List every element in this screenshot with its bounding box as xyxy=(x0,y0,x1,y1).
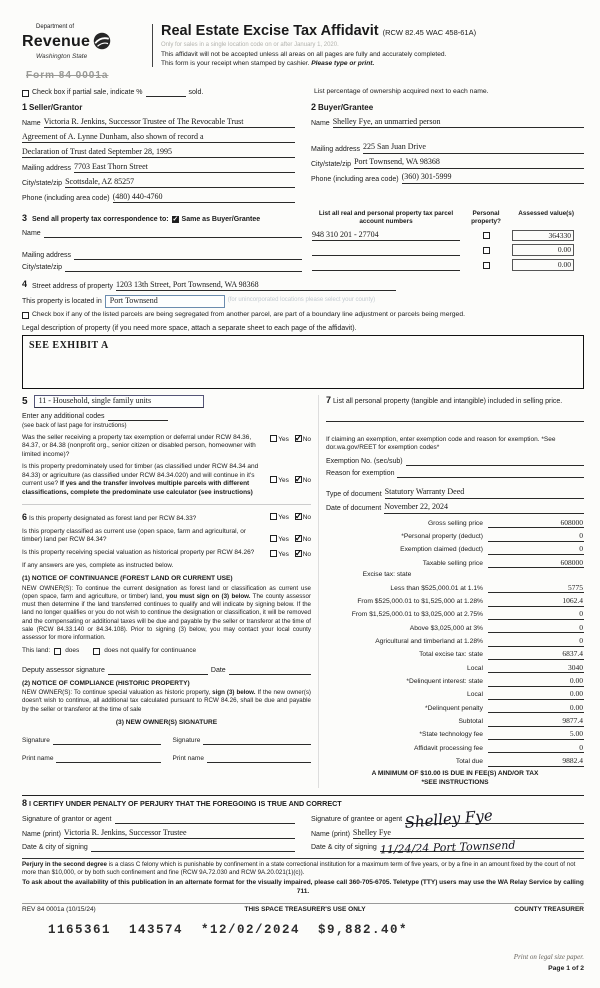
segregated-checkbox[interactable] xyxy=(22,312,29,319)
tax-line-agricultural: Agricultural and timberland at 1.28% 0 xyxy=(375,635,583,645)
parcel-number-field[interactable]: 948 310 201 - 27704 xyxy=(312,230,460,241)
buyer-mailing-label: Mailing address xyxy=(311,145,361,153)
seller-phone-field[interactable]: (480) 440-4760 xyxy=(113,192,295,203)
tax-line-tier-3: From $1,525,000.01 to $3,025,000 at 2.75% 0 xyxy=(351,609,583,619)
section-seller-grantor xyxy=(22,102,295,203)
seller-city-label: City/state/zip xyxy=(22,179,63,187)
buyer-city-label: City/state/zip xyxy=(311,160,352,168)
location-code-select[interactable]: Port Townsend xyxy=(105,295,225,308)
grantee-name-label: Name (print) xyxy=(311,830,350,838)
additional-codes-hint: (see back of last page for instructions) xyxy=(22,421,127,429)
washington-state-label: Washington State xyxy=(36,52,88,60)
parcel-row-1 xyxy=(312,230,584,242)
dor-logo-block xyxy=(22,22,150,61)
buyer-phone-label: Phone (including area code) xyxy=(311,175,399,183)
parcel-col-header: List all real and personal property tax parcel account numbers xyxy=(318,209,454,226)
partial-sale-checkbox[interactable] xyxy=(22,90,29,97)
s6-q3-no-checkbox[interactable] xyxy=(295,550,302,557)
section-buyer-grantee xyxy=(311,102,584,203)
seller-name-field-line3[interactable]: Declaration of Trust dated September 28, 1995 xyxy=(22,147,295,158)
ownership-percentage-note: List percentage of ownership acquired next to each name. xyxy=(314,88,489,96)
land-qualify-row xyxy=(22,647,311,655)
tax-line-tier-4: Above $3,025,000 at 3% 0 xyxy=(409,622,583,632)
does-qualify-checkbox[interactable] xyxy=(54,648,61,655)
tax-heading-excise-state: Excise tax: state xyxy=(362,571,412,579)
street-address-field[interactable]: 1203 13th Street, Port Townsend, WA 98368 xyxy=(116,280,396,291)
new-owner-printname-field-2[interactable] xyxy=(207,754,311,763)
exemption-no-label: Exemption No. (sec/sub) xyxy=(326,457,403,465)
correspondence-label: Send all property tax correspondence to: xyxy=(32,215,169,223)
buyer-title: Buyer/Grantee xyxy=(318,102,374,112)
new-owner-printname-field-1[interactable] xyxy=(56,754,160,763)
grantee-date-label: Date & city of signing xyxy=(311,843,377,851)
dept-of-label: Department of xyxy=(36,24,75,30)
corr-mailing-label: Mailing address xyxy=(22,251,72,259)
section-7-number: 7 xyxy=(326,394,332,405)
new-owners-signature-title: (3) NEW OWNER(S) SIGNATURE xyxy=(115,718,218,726)
seller-mailing-label: Mailing address xyxy=(22,165,72,173)
s6-q2-no-checkbox[interactable] xyxy=(295,535,302,542)
tax-line-affidavit-processing-fee: Affidavit processing fee 0 xyxy=(413,742,583,752)
grantor-printed-name-field[interactable]: Victoria R. Jenkins, Successor Trustee xyxy=(64,828,295,839)
seller-mailing-field[interactable]: 7703 East Thorn Street xyxy=(74,162,295,173)
certification-title: I CERTIFY UNDER PENALTY OF PERJURY THAT THE FOREGOING IS TRUE AND CORRECT xyxy=(29,798,342,808)
section-certification xyxy=(22,795,584,856)
tax-line-tier-2: From $525,000.01 to $1,525,000 at 1.28% 1062.4 xyxy=(357,595,583,605)
tax-line-delinquent-interest-local: Local 0.00 xyxy=(467,689,583,699)
does-not-qualify-checkbox[interactable] xyxy=(93,648,100,655)
deputy-assessor-signature-field[interactable] xyxy=(108,666,208,675)
new-owner-signature-field-1[interactable] xyxy=(53,736,161,745)
s6-q1-yes-checkbox[interactable] xyxy=(270,513,277,520)
deputy-date-field[interactable] xyxy=(229,666,311,675)
grantor-signature-label: Signature of grantor or agent xyxy=(22,816,112,824)
grantee-date-field[interactable] xyxy=(379,838,584,856)
additional-codes-field[interactable] xyxy=(108,412,168,421)
county-treasurer-label: COUNTY TREASURER xyxy=(514,905,584,913)
section-6-number: 6 xyxy=(22,511,28,522)
partial-percent-field[interactable] xyxy=(146,88,186,97)
grantor-name-label: Name (print) xyxy=(22,830,61,838)
does-label: does xyxy=(65,647,80,655)
receipt-note: This form is your receipt when stamped by cashier. Please type or print. xyxy=(161,60,375,68)
tax-line-exemption-claimed: Exemption claimed (deduct) 0 xyxy=(400,544,583,554)
this-land-label: This land: xyxy=(22,647,51,655)
grantee-printed-name-field[interactable]: Shelley Fye xyxy=(353,828,584,839)
buyer-mailing-field[interactable]: 225 San Juan Drive xyxy=(363,142,584,153)
seller-name-label: Name xyxy=(22,120,41,128)
personal-property-checkbox-3[interactable] xyxy=(483,262,490,269)
notice-continuance-title: (1) NOTICE OF CONTINUANCE (FOREST LAND OR CURRENT USE) xyxy=(22,575,233,583)
section-1-number: 1 xyxy=(22,101,28,112)
parcel-number-field-2[interactable] xyxy=(312,247,460,256)
seller-name-field[interactable]: Victoria R. Jenkins, Successor Trustee of The Revocable Trust xyxy=(44,117,295,128)
corr-name-label: Name xyxy=(22,229,41,237)
grantee-signature-label: Signature of grantee or agent xyxy=(311,816,403,824)
legal-description-label: Legal description of property (if you need more space, attach a separate sheet to each page of the affidavit). xyxy=(22,324,357,332)
tax-line-gross-selling-price: Gross selling price 608000 xyxy=(427,517,583,527)
partial-sale-row xyxy=(22,88,584,97)
personal-property-intro: 7 List all personal property (tangible and intangible) included in selling price. xyxy=(326,394,563,405)
type-of-document-label: Type of document xyxy=(326,490,382,498)
seller-title: Seller/Grantor xyxy=(29,102,83,112)
perjury-notice: Perjury in the second degree is a class C felony which is punishable by confinement in a state correctional institution for a maximum term of five years, or by a fine in an amount fixed by the court of not more than $10,000, or by both such confinement and fine (RCW 9A.72.030 and RCW 9A.20.021(1)(c)). xyxy=(22,858,584,878)
sales-date-note: Only for sales in a single location code on or after January 1, 2020. xyxy=(161,41,339,48)
seller-name-field-line2[interactable]: Agreement of A. Lynne Dunham, also shown of record a xyxy=(22,132,295,143)
personal-property-checkbox-1[interactable] xyxy=(483,232,490,239)
buyer-name-field[interactable]: Shelley Fye, an unmarried person xyxy=(333,117,584,128)
s5-q1-no-checkbox[interactable] xyxy=(295,435,302,442)
located-in-label: This property is located in xyxy=(22,297,102,305)
new-owner-signature-field-2[interactable] xyxy=(203,736,311,745)
land-use-code-field[interactable]: 11 - Household, single family units xyxy=(34,395,204,408)
exemption-note: If claiming an exemption, enter exemption code and reason for exemption. *See dor.wa.gov/REET for exemption codes* xyxy=(326,435,556,452)
new-owner-signature-row: Signature Signature xyxy=(22,736,311,745)
seller-city-field[interactable]: Scottsdale, AZ 85257 xyxy=(65,177,295,188)
minimum-due-note: A MINIMUM OF $10.00 IS DUE IN FEE(S) AND/OR TAX xyxy=(371,769,539,777)
corr-name-field[interactable] xyxy=(44,229,302,238)
tax-line-technology-fee: *State technology fee 5.00 xyxy=(419,729,583,739)
header-divider xyxy=(152,24,153,67)
form-number-stamp: Form 84 0001a xyxy=(26,69,109,81)
s5-q1-yes-checkbox[interactable] xyxy=(270,435,277,442)
buyer-phone-field[interactable]: (360) 301-5999 xyxy=(402,172,584,183)
left-column xyxy=(22,395,318,788)
current-use-question: Is this property classified as current use (open space, farm and agricultural, or timber) land per RCW 84.34? Yes ✓ No xyxy=(22,528,311,545)
section-4-number: 4 xyxy=(22,279,28,290)
tax-line-tier-1: Less than $525,000.01 at 1.1% 5775 xyxy=(390,582,583,592)
parcel-row-3 xyxy=(312,259,584,271)
grantee-signature-field[interactable] xyxy=(403,806,584,832)
forest-land-question: 6 Is this property designated as forest land per RCW 84.33? Yes ✓ No xyxy=(22,512,311,524)
page-indicator: Page 1 of 2 xyxy=(548,964,584,972)
exemption-no-field[interactable] xyxy=(406,457,584,466)
tax-line-delinquent-penalty: *Delinquent penalty 0.00 xyxy=(425,702,583,712)
notice-continuance-body: NEW OWNER(S): To continue the current designation as forest land or classification as current use (open space, farm and agriculture, or timber) land, you must sign on (3) below. The county assessor must then determine if the land transferred continues to qualify and will indicate by signing below. If the land no longer qualifies or you do not wish to continue the designation or classification, it will be removed and the compensating or additional taxes will be due and payable by the seller or transferor at the time of sale (RCW 84.33.140 or 84.34.108). Prior to signing (3) below, you may contact your local county assessor for more information. xyxy=(22,584,311,641)
grantor-grantee-section xyxy=(22,102,584,203)
s6-q1-no-checkbox[interactable] xyxy=(295,513,302,520)
grantee-handwritten-signature: Shelley Fye xyxy=(403,806,494,832)
historic-property-question: Is this property receiving special valuation as historical property per RCW 84.26? Yes ✓ No xyxy=(22,549,311,559)
treasurer-space-label: THIS SPACE TREASURER'S USE ONLY xyxy=(244,905,366,913)
corr-city-label: City/state/zip xyxy=(22,264,63,272)
parcel-row-2 xyxy=(312,244,584,256)
section-designation xyxy=(22,504,311,763)
tax-line-total-due: Total due 9882.4 xyxy=(455,755,583,766)
grantor-date-field[interactable] xyxy=(91,843,295,852)
partial-sale-label: Check box if partial sale, indicate % xyxy=(32,88,143,96)
same-as-buyer-label: Same as Buyer/Grantee xyxy=(181,215,261,223)
grantor-certification xyxy=(22,812,295,852)
rev-form-number: REV 84 0001a (10/15/24) xyxy=(22,905,96,913)
assessed-value-field-1[interactable]: 364330 xyxy=(512,230,574,242)
sold-label: sold. xyxy=(188,88,204,96)
grantee-certification xyxy=(311,806,584,856)
grantor-signature-field[interactable] xyxy=(115,815,295,824)
section-5-number: 5 xyxy=(22,396,28,408)
section-3-number: 3 xyxy=(22,213,28,224)
section-2-number: 2 xyxy=(311,101,317,112)
date-of-document-field[interactable]: November 22, 2024 xyxy=(384,502,584,513)
street-address-label: Street address of property xyxy=(32,282,113,290)
buyer-city-field[interactable]: Port Townsend, WA 98368 xyxy=(354,157,584,168)
personal-property-col-header: Personal property? xyxy=(471,209,501,226)
buyer-name-label: Name xyxy=(311,120,330,128)
s6-q3-yes-checkbox[interactable] xyxy=(270,550,277,557)
assessed-value-col-header: Assessed value(s) xyxy=(518,209,574,217)
timber-agriculture-question: Is this property predominately used for timber (as classified under RCW 84.34 and 84.33) or agriculture (as classified under RCW 84.34.020) and will continue in it's current use? If yes and the transfer involves multiple parcels with different classifications, complete the predominate use calculator (see instructions) Yes ✓ No xyxy=(22,463,311,497)
treasurer-stamp: 1165361 143574 *12/02/2024 $9,882.40* xyxy=(48,923,409,938)
section-tax-computation xyxy=(318,395,584,788)
corr-mailing-field[interactable] xyxy=(74,251,302,260)
grantee-handwritten-date: 11/24/24 Port Townsend xyxy=(379,838,516,856)
reason-exemption-label: Reason for exemption xyxy=(326,470,395,478)
additional-codes-label: Enter any additional codes xyxy=(22,412,105,420)
section-property xyxy=(22,279,584,389)
tax-line-total-excise-state: Total excise tax: state 6837.4 xyxy=(419,649,583,659)
section-correspondence xyxy=(22,210,584,272)
s5-q2-no-checkbox[interactable] xyxy=(295,476,302,483)
segregated-label: Check box if any of the listed parcels are being segregated from another parcel, are part of a boundary line adjustment or parcels being merged. xyxy=(32,311,465,319)
page-title: Real Estate Excise Tax Affidavit xyxy=(161,23,379,39)
s5-q2-yes-checkbox[interactable] xyxy=(270,476,277,483)
revenue-logo-icon xyxy=(93,32,111,53)
assessed-value-field-3[interactable]: 0.00 xyxy=(512,259,574,271)
seller-phone-label: Phone (including area code) xyxy=(22,194,110,202)
legal-size-note: Print on legal size paper. xyxy=(513,952,584,961)
tax-line-subtotal: Subtotal 9877.4 xyxy=(458,715,583,725)
notice-compliance-body: NEW OWNER(S): To continue special valuation as historic property, sign (3) below. If the new owner(s) doesn't wish to continue, all additional tax calculated pursuant to RCW 84.26, shall be due and payable by the seller or transferor at the time of sale xyxy=(22,689,311,713)
does-not-label: does not qualify for continuance xyxy=(104,647,197,655)
legal-description-value: SEE EXHIBIT A xyxy=(29,339,109,351)
notice-compliance-title: (2) NOTICE OF COMPLIANCE (HISTORIC PROPERTY) xyxy=(22,679,190,687)
tax-line-delinquent-interest-state: *Delinquent interest: state 0.00 xyxy=(406,675,583,685)
located-in-hint: (for unincorporated locations please select your county) xyxy=(227,297,376,304)
personal-property-list-field[interactable] xyxy=(326,413,584,422)
reason-exemption-field[interactable] xyxy=(397,469,584,478)
form-header xyxy=(22,22,584,69)
same-as-buyer-checkbox[interactable] xyxy=(172,216,179,223)
title-block xyxy=(161,22,584,69)
revenue-wordmark: Revenue xyxy=(22,32,91,50)
see-instructions-note: *SEE INSTRUCTIONS xyxy=(421,779,489,787)
tax-line-local: Local 3040 xyxy=(467,662,583,672)
exemption-deferral-question: Was the seller receiving a property tax exemption or deferral under RCW 84.36, 84.37, or 84.38 (nonprofit org., senior citizen or disabled person, homeowner with limited income)? Yes ✓ No xyxy=(22,434,311,459)
tax-table xyxy=(326,518,584,767)
deputy-assessor-label: Deputy assessor signature xyxy=(22,666,105,674)
legal-description-box[interactable] xyxy=(22,335,584,389)
assessed-value-field-2[interactable]: 0.00 xyxy=(512,244,574,256)
corr-city-field[interactable] xyxy=(65,263,302,272)
tax-line-taxable-selling-price: Taxable selling price 608000 xyxy=(422,557,583,567)
tax-line-personal-property-deduct: *Personal property (deduct) 0 xyxy=(401,530,583,540)
parcel-table xyxy=(312,210,584,272)
parcel-number-field-3[interactable] xyxy=(312,262,460,271)
section-land-use xyxy=(22,395,311,497)
type-of-document-field[interactable]: Statutory Warranty Deed xyxy=(385,487,584,498)
s6-q2-yes-checkbox[interactable] xyxy=(270,535,277,542)
grantor-date-label: Date & city of signing xyxy=(22,843,88,851)
new-owner-printname-row: Print name Print name xyxy=(22,754,311,763)
date-of-document-label: Date of document xyxy=(326,505,382,513)
section-8-number: 8 xyxy=(22,797,28,808)
rcw-code: (RCW 82.45 WAC 458-61A) xyxy=(382,28,477,37)
main-columns xyxy=(22,395,584,788)
footer-row xyxy=(22,903,584,914)
if-yes-note: If any answers are yes, complete as instructed below. xyxy=(22,561,174,569)
deputy-date-label: Date xyxy=(210,666,226,674)
acceptance-note: This affidavit will not be accepted unless all areas on all pages are fully and accurately completed. xyxy=(161,50,447,58)
alternate-format-notice: To ask about the availability of this publication in an alternate format for the visually impaired, please call 360-705-6705. Teletype (TTY) users may use the WA Relay Service by calling 711. xyxy=(22,879,584,896)
personal-property-checkbox-2[interactable] xyxy=(483,247,490,254)
